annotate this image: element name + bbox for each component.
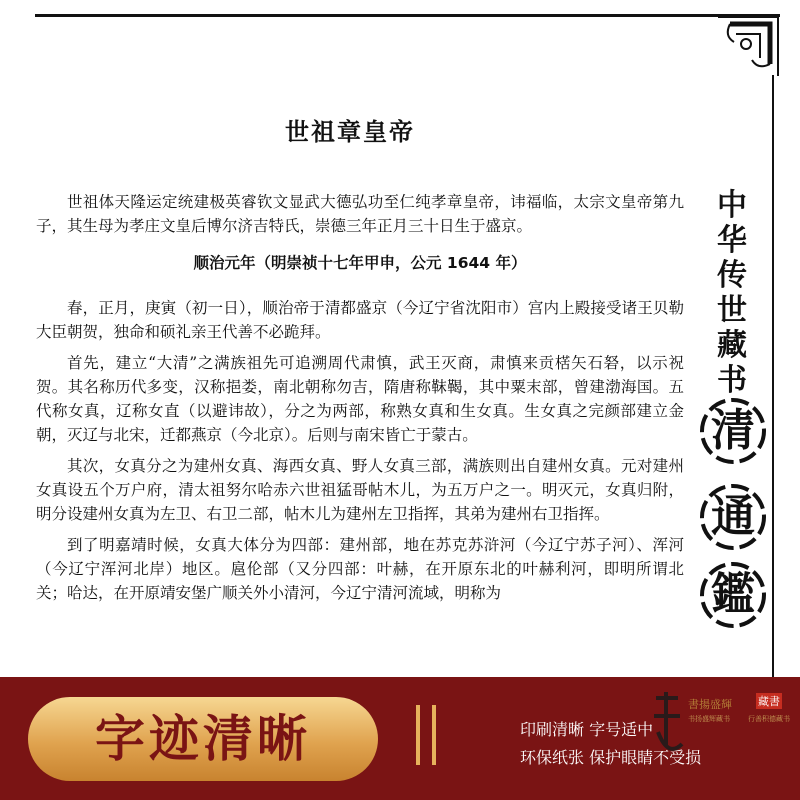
book-title-char-block — [698, 560, 768, 630]
divider-bars-icon — [416, 705, 436, 765]
series-char: 中 — [717, 188, 747, 223]
book-title-char-block — [698, 396, 768, 466]
feature-line: 印刷清晰 字号适中 — [520, 720, 654, 739]
book-title-char: 鑑 — [711, 569, 755, 620]
page-title: 世祖章皇帝 — [285, 117, 415, 146]
book-title-char: 通 — [711, 491, 755, 542]
brand-logo — [648, 688, 798, 763]
calligraphy-logo-icon — [648, 688, 688, 758]
logo-badge: 藏書 — [758, 695, 780, 708]
book-title-char-block — [698, 482, 768, 552]
body-paragraph: 首先，建立“大清”之满族祖先可追溯周代肃慎，武王灭商，肃慎来贡楛矢石砮，以示祝贺。其名称历代多变，汉称挹娄，南北朝称勿吉，隋唐称靺鞨，其中粟末部，曾建渤海国。五代称女真，辽称女直（以避讳故），分之为两部，称熟女真和生女真。生女真之完颜部建立金朝，灭辽与北宋，迁都燕京（今北京）。后则与南宋皆亡于蒙古。 — [36, 354, 684, 444]
book-title-char: 清 — [711, 405, 755, 456]
section-heading: 顺治元年（明崇祯十七年甲申，公元 1644 年） — [193, 254, 527, 272]
series-char: 传 — [717, 258, 747, 293]
series-char: 书 — [717, 363, 747, 398]
intro-paragraph: 世祖体天隆运定统建极英睿钦文显武大德弘功至仁纯孝章皇帝，讳福临，太宗文皇帝第九子，其生母为孝庄文皇后博尔济吉特氏，崇德三年正月三十日生于盛京。 — [36, 193, 684, 235]
logo-subtitle: 书扬盛辉藏书 — [688, 715, 730, 723]
feature-line: 环保纸张 保护眼睛不受损 — [520, 748, 702, 767]
series-char: 藏 — [717, 328, 747, 363]
top-rule — [35, 14, 780, 17]
headline-text: 字迹清晰 — [95, 710, 311, 768]
logo-subtitle-2: 行善积德藏书 — [748, 715, 790, 723]
series-title-vertical — [712, 188, 752, 398]
body-paragraph: 其次，女真分之为建州女真、海西女真、野人女真三部，满族则出自建州女真。元对建州女真设五个万户府，清太祖努尔哈赤六世祖猛哥帖木儿，为五万户之一。明灭元，女真归附，明分设建州女真为左卫、右卫二部，帖木儿为建州左卫指挥，其弟为建州右卫指挥。 — [36, 457, 684, 523]
logo-brand-name: 書揚盛輝 — [688, 698, 732, 711]
series-char: 世 — [717, 293, 747, 328]
body-paragraph: 春，正月，庚寅（初一日），顺治帝于清都盛京（今辽宁省沈阳市）宫内上殿接受诸王贝勒大臣朝贺，独命和硕礼亲王代善不必跪拜。 — [36, 299, 684, 341]
right-vertical-rule — [772, 75, 774, 685]
article-body — [36, 190, 684, 612]
body-paragraph: 到了明嘉靖时候，女真大体分为四部：建州部，地在苏克苏浒河（今辽宁苏子河）、浑河（今辽宁浑河北岸）地区。扈伦部（又分四部：叶赫，在开原东北的叶赫利河，即明所谓北关；哈达，在开原靖安堡广顺关外小清河，今辽宁清河流域，明称为 — [36, 536, 684, 602]
corner-ornament-icon — [716, 14, 780, 78]
series-char: 华 — [717, 223, 747, 258]
